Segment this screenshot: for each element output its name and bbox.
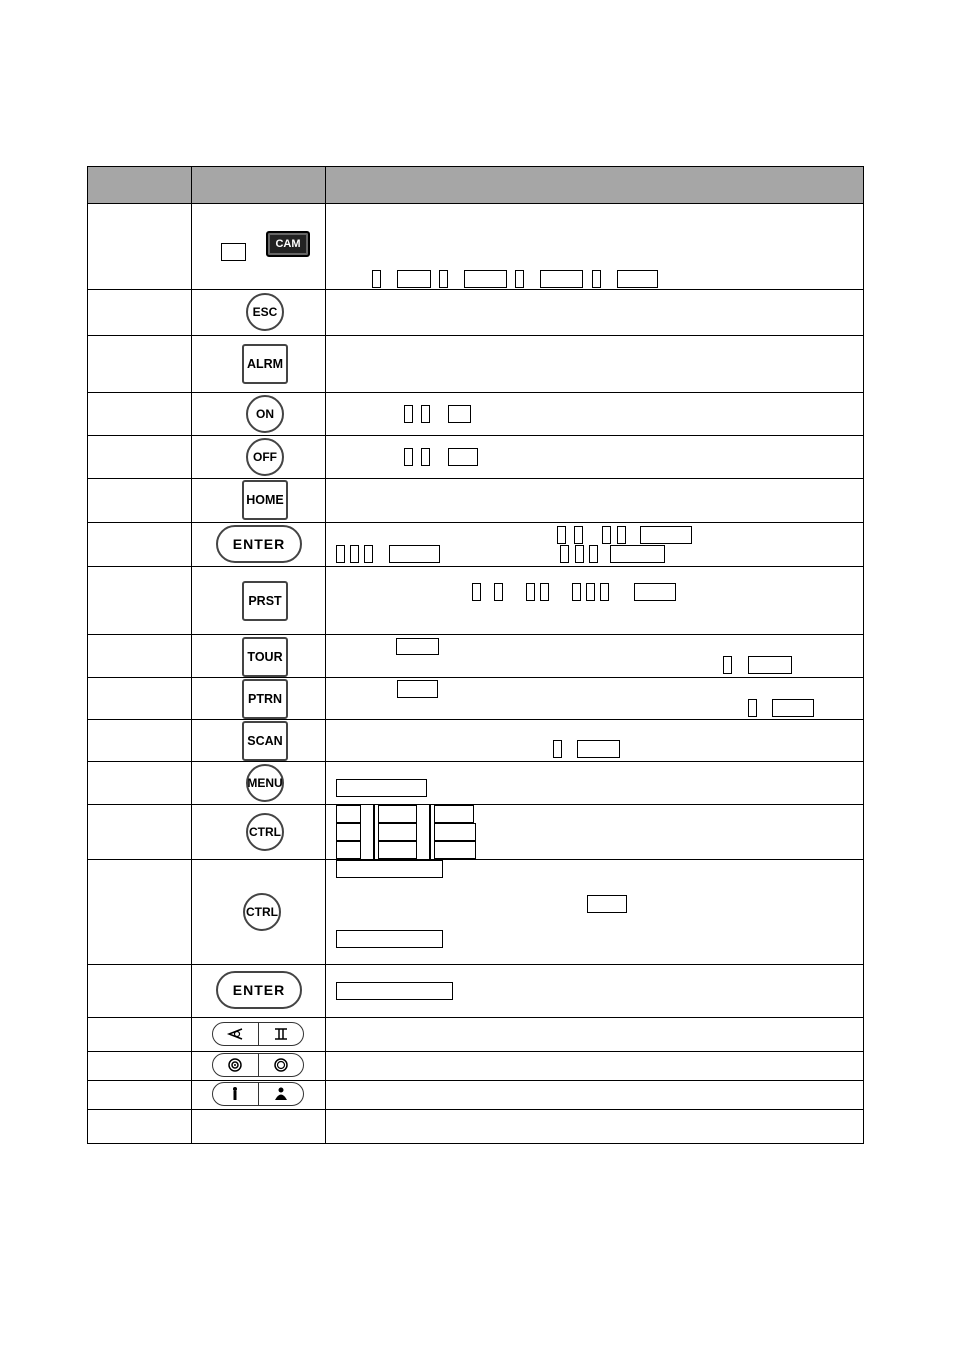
text-box	[404, 448, 413, 466]
text-box	[448, 405, 471, 423]
text-box	[772, 699, 814, 717]
text-box	[378, 823, 417, 841]
text-box	[439, 270, 448, 288]
text-box	[574, 526, 583, 544]
table-row-divider	[87, 761, 864, 762]
prst-key[interactable]: PRST	[242, 581, 288, 621]
table-row-divider	[87, 1017, 864, 1018]
text-box	[610, 545, 665, 563]
text-box	[577, 740, 620, 758]
text-box	[592, 270, 601, 288]
iris-control[interactable]	[212, 1082, 304, 1106]
text-box	[589, 545, 598, 563]
text-box	[221, 243, 246, 261]
table-row-divider	[87, 478, 864, 479]
text-box	[540, 583, 549, 601]
text-box	[553, 740, 562, 758]
text-box	[634, 583, 676, 601]
home-key[interactable]: HOME	[242, 480, 288, 520]
table-row-divider	[87, 522, 864, 523]
text-box	[434, 841, 476, 859]
cam-key[interactable]: CAM	[266, 231, 310, 257]
text-box	[617, 270, 658, 288]
table-header	[88, 167, 864, 203]
text-box	[575, 545, 584, 563]
esc-key[interactable]: ESC	[246, 293, 284, 331]
table-border	[87, 166, 88, 1143]
ptrn-key[interactable]: PTRN	[242, 679, 288, 719]
text-box	[336, 982, 453, 1000]
text-box	[372, 270, 381, 288]
focus-control[interactable]	[212, 1053, 304, 1077]
focus-near-icon[interactable]	[213, 1054, 258, 1076]
text-box	[640, 526, 692, 544]
text-box	[526, 583, 535, 601]
text-box	[472, 583, 481, 601]
text-box	[350, 545, 359, 563]
text-box	[434, 823, 476, 841]
text-box	[396, 638, 439, 655]
text-box	[602, 526, 611, 544]
table-border	[863, 166, 864, 1143]
tour-key[interactable]: TOUR	[242, 637, 288, 677]
text-box	[421, 448, 430, 466]
table-row-divider	[87, 335, 864, 336]
text-box	[404, 405, 413, 423]
text-box	[336, 860, 443, 878]
ctrl-key[interactable]: CTRL	[243, 893, 281, 931]
text-box	[336, 805, 361, 823]
table-row-divider	[87, 289, 864, 290]
table-row-divider	[87, 964, 864, 965]
scan-key[interactable]: SCAN	[242, 721, 288, 761]
text-box	[421, 405, 430, 423]
alrm-key[interactable]: ALRM	[242, 344, 288, 384]
separator	[429, 805, 431, 859]
focus-far-icon[interactable]	[258, 1054, 304, 1076]
table-border	[87, 1143, 864, 1144]
text-box	[494, 583, 503, 601]
text-box	[560, 545, 569, 563]
text-box	[748, 656, 792, 674]
text-box	[515, 270, 524, 288]
enter-key[interactable]: ENTER	[216, 525, 302, 563]
iris-open-icon[interactable]	[213, 1083, 258, 1105]
text-box	[389, 545, 440, 563]
table-row-divider	[87, 634, 864, 635]
zoom-control[interactable]	[212, 1022, 304, 1046]
text-box	[587, 895, 627, 913]
text-box	[336, 930, 443, 948]
text-box	[540, 270, 583, 288]
text-box	[617, 526, 626, 544]
text-box	[378, 805, 417, 823]
table-col-divider	[325, 166, 326, 1143]
ctrl-key[interactable]: CTRL	[246, 813, 284, 851]
iris-close-icon[interactable]	[258, 1083, 304, 1105]
zoom-tele-icon[interactable]	[258, 1023, 304, 1045]
table-row-divider	[87, 859, 864, 860]
table-row-divider	[87, 566, 864, 567]
text-box	[336, 779, 427, 797]
table-border	[87, 166, 864, 167]
text-box	[748, 699, 757, 717]
text-box	[397, 270, 431, 288]
text-box	[448, 448, 478, 466]
enter-key[interactable]: ENTER	[216, 971, 302, 1009]
table-row-divider	[87, 392, 864, 393]
table-row-divider	[87, 203, 864, 204]
table-row-divider	[87, 435, 864, 436]
text-box	[600, 583, 609, 601]
separator	[373, 805, 375, 859]
text-box	[586, 583, 595, 601]
on-key[interactable]: ON	[246, 395, 284, 433]
text-box	[572, 583, 581, 601]
text-box	[336, 545, 345, 563]
table-row-divider	[87, 1080, 864, 1081]
text-box	[364, 545, 373, 563]
table-row-divider	[87, 804, 864, 805]
zoom-wide-icon[interactable]	[213, 1023, 258, 1045]
table-row-divider	[87, 1109, 864, 1110]
text-box	[336, 823, 361, 841]
text-box	[723, 656, 732, 674]
menu-key[interactable]: MENU	[246, 764, 284, 802]
table-col-divider	[191, 166, 192, 1143]
off-key[interactable]: OFF	[246, 438, 284, 476]
text-box	[336, 841, 361, 859]
text-box	[557, 526, 566, 544]
table-row-divider	[87, 677, 864, 678]
text-box	[464, 270, 507, 288]
text-box	[397, 680, 438, 698]
text-box	[378, 841, 417, 859]
table-row-divider	[87, 1051, 864, 1052]
table-row-divider	[87, 719, 864, 720]
text-box	[434, 805, 474, 823]
